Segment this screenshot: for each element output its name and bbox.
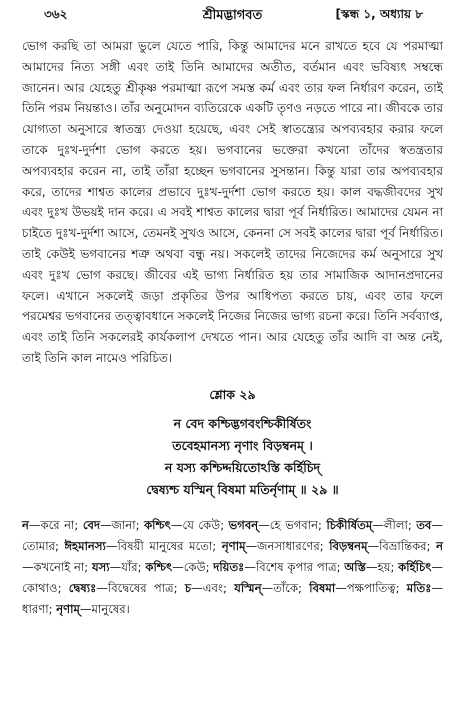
verse-line: ন বেদ কশ্চিদ্ভগবংশ্চিকীর্ষিতং	[173, 415, 312, 431]
synonym-meaning: —এবং;	[191, 580, 235, 595]
synonym-meaning: —বিশেষ কৃপার পাত্র;	[244, 559, 345, 574]
synonym-meaning: —তাঁকে;	[261, 580, 310, 595]
synonym-meaning: —কেউ;	[172, 559, 214, 574]
synonym-meaning: —জানা;	[100, 517, 145, 532]
synonym-meaning: —কোথাও;	[22, 559, 444, 595]
page-header	[22, 0, 443, 30]
synonym-entry	[185, 581, 234, 595]
synonym-word: বিড়ম্বনম্	[329, 538, 368, 553]
synonym-entry	[83, 518, 144, 532]
synonym-meaning: —জনসাধারণের;	[245, 538, 330, 553]
synonym-entry	[326, 518, 416, 532]
sloka-verse	[22, 413, 443, 501]
synonym-word: দ্বেষ্যঃ	[68, 580, 97, 595]
section-reference: [স্কন্ধ ১, অধ্যায় ৮	[335, 7, 423, 21]
synonym-word: দয়িতঃ	[213, 559, 245, 574]
synonym-meaning: —করে না;	[28, 517, 83, 532]
synonym-meaning: —বিভ্রান্তিকর;	[367, 538, 437, 553]
synonym-entry	[92, 560, 145, 574]
synonyms-block	[22, 515, 443, 620]
sloka-heading: শ্লোক ২৯	[209, 386, 256, 402]
synonym-word: তব	[416, 517, 432, 532]
synonym-meaning: —লীলা;	[372, 517, 417, 532]
synonym-meaning: —যাঁর;	[109, 559, 146, 574]
synonym-word: কশ্চিৎ	[144, 517, 171, 532]
synonym-word: কশ্চিৎ	[145, 559, 173, 574]
book-title: শ্রীমদ্ভাগবত	[202, 8, 263, 23]
synonym-entry	[144, 518, 229, 532]
synonym-word: কর্হিচিৎ	[398, 559, 432, 574]
verse-line: তবেহমানস্য নৃণাং বিড়ম্বনম্ ।	[172, 437, 313, 453]
synonym-word: যস্মিন্	[234, 580, 262, 595]
page-number: ৩৬২	[44, 7, 68, 21]
synonym-meaning: —ধারণা;	[22, 580, 443, 616]
synonym-word: ন	[22, 517, 29, 532]
synonym-meaning: —তোমার;	[22, 517, 443, 553]
synonym-word: চ	[184, 580, 192, 595]
synonym-meaning: —বিদ্বেষের পাত্র;	[96, 580, 185, 595]
synonym-word: যস্য	[91, 559, 110, 574]
synonym-meaning: —যে কেউ;	[170, 517, 229, 532]
synonym-word: ভগবন্	[228, 517, 259, 532]
synonym-entry	[229, 518, 327, 532]
synonym-entry	[56, 602, 130, 616]
synonym-meaning: —মানুষের।	[79, 601, 130, 616]
synonym-entry	[222, 539, 329, 553]
synonym-entry	[344, 560, 398, 574]
verse-line: ন যস্য কশ্চিদ্দয়িতোঽস্তি কর্হিচিদ্	[164, 459, 321, 475]
synonym-entry	[213, 560, 344, 574]
synonym-meaning: —কখনোই না;	[22, 559, 92, 574]
synonym-word: ন	[436, 538, 443, 553]
synonym-word: বিষমা	[309, 580, 336, 595]
synonym-word: মতিঃ	[406, 580, 432, 595]
synonym-word: চিকীর্ষিতম্	[326, 517, 373, 532]
synonym-word: বেদ	[82, 517, 101, 532]
synonym-word: নৃণাম্	[56, 601, 80, 616]
synonym-meaning: —হয়;	[365, 559, 399, 574]
synonym-entry	[22, 518, 83, 532]
synonym-entry	[69, 581, 185, 595]
synonym-entry	[309, 581, 407, 595]
synonym-meaning: —পক্ষপাতিত্ব;	[335, 580, 407, 595]
synonym-word: অস্তি	[344, 559, 366, 574]
synonym-word: ঈহমানস্য	[64, 538, 106, 553]
synonym-meaning: —হে ভগবান;	[258, 517, 327, 532]
synonym-word: নৃণাম্	[221, 538, 246, 553]
synonym-entry	[64, 539, 221, 553]
synonym-entry	[329, 539, 436, 553]
synonym-entry	[145, 560, 213, 574]
purport-paragraph: ভোগ করছি তা আমরা ভুলে যেতে পারি, কিন্তু আমাদের মনে রাখতে হবে যে পরমাত্মা আমাদের নিত্য সঙ্গী এবং তাই তিনি আমাদের অতীত, বর্তমান এবং ভবিষ্যৎ সম্বন্ধে জানেন। আর যেহেতু শ্রীকৃষ্ণ পরমাত্মা রূপে সমস্ত কর্ম এবং তার ফল নির্ধারণ করেন, তাই তিনি পরম নিয়ন্তাও। তাঁর অনুমোদন ব্যতিরেকে একটি তৃণও নড়তে পারে না। জীবকে তার যোগ্যতা অনুসারে স্বাতন্ত্র্য দেওয়া হয়েছে, এবং সেই স্বাতন্ত্র্যের অপব্যবহার করার ফলে তাকে দুঃখ-দুর্দশা ভোগ করতে হয়। ভগবানের ভক্তেরা কখনো তাঁদের স্বতন্ত্রতার অপব্যবহার করেন না, তাই তাঁরা হচ্ছেন ভগবানের সুসন্তান। কিন্তু যারা তার অপব্যবহার করে, তাদের শাশ্বত কালের প্রভাবে দুঃখ-দুর্দশা ভোগ করতে হয়। কাল বদ্ধজীবদের সুখ এবং দুঃখ উভয়ই দান করে। এ সবই শাশ্বত কালের দ্বারা পূর্ব নির্ধারিত। আমাদের যেমন না চাইতে দুঃখ-দুর্দশা আসে, তেমনই সুখও আসে, কেননা সে সবই কালের দ্বারা পূর্ব নির্ধারিত। তাই কেউই ভগবানের শত্রু অথবা বন্ধু নয়। সকলেই তাদের নিজেদের কর্ম অনুসারে সুখ এবং দুঃখ ভোগ করছে। জীবের এই ভাগ্য নির্ধারিত হয় তার সামাজিক আদানপ্রদানের ফলে। এখানে সকলেই জড়া প্রকৃতির উপর আধিপত্য করতে চায়, এবং তার ফলে পরমেশ্বর ভগবানের তত্ত্বাবধানে সকলেই নিজের নিজের ভাগ্য রচনা করে। তিনি সর্বব্যাপ্ত, এবং তাই তিনি সকলেরই কার্যকলাপ দেখতে পান। আর যেহেতু তাঁর আদি বা অন্ত নেই, তাই তিনি কাল নামেও পরিচিত।	[22, 39, 443, 365]
synonym-entry	[234, 581, 309, 595]
verse-line: দ্বেষ্যশ্চ যস্মিন্ বিষমা মতির্নৃণাম্ ॥ ২৯ ॥	[146, 481, 339, 497]
synonym-meaning: —বিষয়ী মানুষের মতো;	[105, 538, 222, 553]
